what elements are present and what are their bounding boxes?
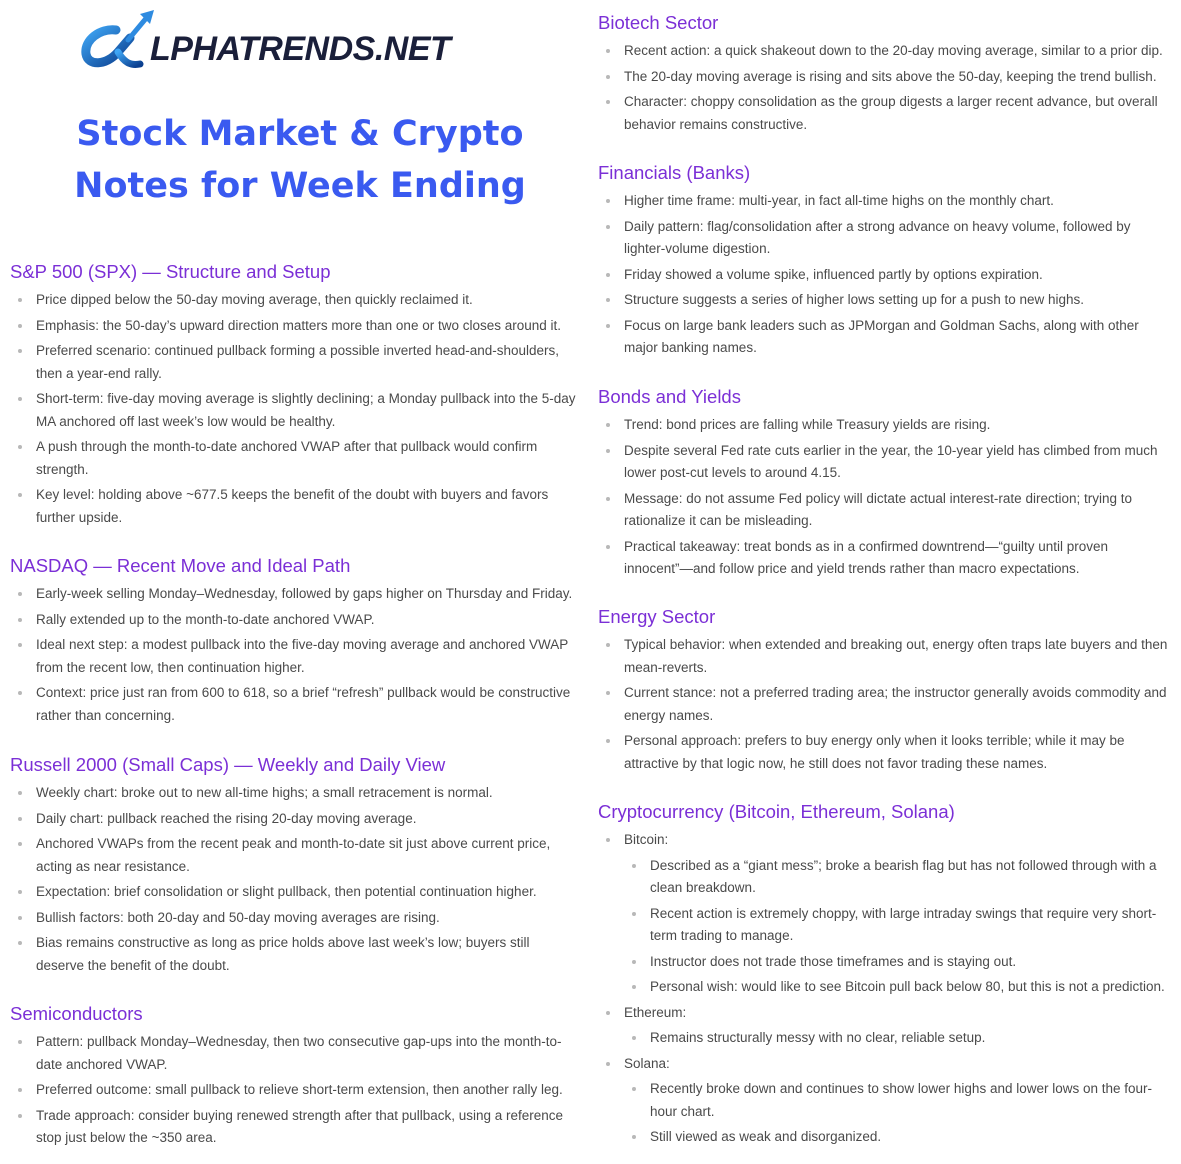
list-item: Emphasis: the 50-day’s upward direction matters more than one or two closes around it. [10, 315, 580, 338]
list-item: Personal approach: prefers to buy energy only when it looks terrible; while it may be attractive by that logic now, he still does not favor trading these names. [598, 730, 1168, 775]
logo-text: LPHATRENDS.NET [150, 30, 451, 68]
list-item: Early-week selling Monday–Wednesday, followed by gaps higher on Thursday and Friday. [10, 583, 580, 606]
list-item: Ideal next step: a modest pullback into the five-day moving average and anchored VWAP from the recent low, then continuation higher. [10, 634, 580, 679]
section-heading: Russell 2000 (Small Caps) — Weekly and Daily View [10, 754, 446, 775]
section-nasdaq [10, 553, 580, 730]
list-item: Message: do not assume Fed policy will dictate actual interest-rate direction; trying to rationalize it can be misleading. [598, 488, 1168, 533]
list-item: A push through the month-to-date anchored VWAP after that pullback would confirm strength. [10, 436, 580, 481]
sub-list-item: Recently broke down and continues to show lower highs and lower lows on the four-hour chart. [598, 1078, 1168, 1123]
list-item: Anchored VWAPs from the recent peak and month-to-date sit just above current price, acting as near resistance. [10, 833, 580, 878]
title-line-2: Notes for Week Ending [74, 166, 526, 206]
list-item: Focus on large bank leaders such as JPMorgan and Goldman Sachs, along with other major banking names. [598, 315, 1168, 360]
list-item: Character: choppy consolidation as the group digests a larger recent advance, but overall behavior remains constructive. [598, 91, 1168, 136]
section-heading: NASDAQ — Recent Move and Ideal Path [10, 555, 351, 576]
list-item: Context: price just ran from 600 to 618, so a brief “refresh” pullback would be constructive rather than concerning. [10, 682, 580, 727]
list-item: Structure suggests a series of higher lows setting up for a push to new highs. [598, 289, 1168, 312]
bullet-list [10, 782, 580, 977]
list-item: Weekly chart: broke out to new all-time highs; a small retracement is normal. [10, 782, 580, 805]
sub-list-item: Instructor does not trade those timeframes and is staying out. [598, 951, 1168, 974]
list-item: Bullish factors: both 20-day and 50-day moving averages are rising. [10, 907, 580, 930]
list-item: Expectation: brief consolidation or slight pullback, then potential continuation higher. [10, 881, 580, 904]
section-energy [598, 604, 1168, 778]
list-item: Current stance: not a preferred trading area; the instructor generally avoids commodity and energy names. [598, 682, 1168, 727]
section-heading: Cryptocurrency (Bitcoin, Ethereum, Solana) [598, 801, 955, 822]
section-sp500 [10, 259, 580, 532]
list-item: The 20-day moving average is rising and sits above the 50-day, keeping the trend bullish. [598, 66, 1168, 89]
section-heading: Financials (Banks) [598, 162, 751, 183]
section-bonds [598, 384, 1168, 584]
sub-list-item: Personal wish: would like to see Bitcoin pull back below 80, but this is not a prediction. [598, 976, 1168, 999]
sub-list-item: Described as a “giant mess”; broke a bearish flag but has not followed through with a clean breakdown. [598, 855, 1168, 900]
section-crypto [598, 799, 1168, 1152]
section-heading: Energy Sector [598, 606, 716, 627]
list-item: Rally extended up to the month-to-date anchored VWAP. [10, 609, 580, 632]
section-semiconductors [10, 1001, 580, 1153]
list-item: Solana: [598, 1053, 1168, 1076]
sub-list-item: Recent action is extremely choppy, with large intraday swings that require very short-term trading to manage. [598, 903, 1168, 948]
list-item: Preferred outcome: small pullback to relieve short-term extension, then another rally leg. [10, 1079, 580, 1102]
list-item: Bias remains constructive as long as price holds above last week’s low; buyers still deserve the benefit of the doubt. [10, 932, 580, 977]
list-item: Price dipped below the 50-day moving average, then quickly reclaimed it. [10, 289, 580, 312]
list-item: Pattern: pullback Monday–Wednesday, then two consecutive gap-ups into the month-to-date anchored VWAP. [10, 1031, 580, 1076]
section-heading: S&P 500 (SPX) — Structure and Setup [10, 261, 331, 282]
section-heading: Bonds and Yields [598, 386, 741, 407]
page-title [0, 108, 600, 212]
bullet-list [598, 40, 1168, 136]
bullet-list [10, 1031, 580, 1150]
bullet-list [10, 583, 580, 727]
list-item: Trade approach: consider buying renewed strength after that pullback, using a reference stop just below the ~350 area. [10, 1105, 580, 1150]
bullet-list [10, 289, 580, 529]
sub-list-item: Remains structurally messy with no clear, reliable setup. [598, 1027, 1168, 1050]
list-item: Short-term: five-day moving average is slightly declining; a Monday pullback into the 5-day MA anchored off last week’s low would be healthy. [10, 388, 580, 433]
list-item: Preferred scenario: continued pullback forming a possible inverted head-and-shoulders, then a year-end rally. [10, 340, 580, 385]
list-item: Higher time frame: multi-year, in fact all-time highs on the monthly chart. [598, 190, 1168, 213]
alphatrends-logo [78, 10, 528, 72]
list-item: Daily pattern: flag/consolidation after a strong advance on heavy volume, followed by lighter-volume digestion. [598, 216, 1168, 261]
list-item: Key level: holding above ~677.5 keeps the benefit of the doubt with buyers and favors further upside. [10, 484, 580, 529]
section-financials [598, 160, 1168, 363]
section-russell [10, 752, 580, 980]
bullet-list [598, 414, 1168, 581]
list-item: Bitcoin: [598, 829, 1168, 852]
section-heading: Biotech Sector [598, 12, 719, 33]
list-item: Ethereum: [598, 1002, 1168, 1025]
bullet-list [598, 829, 1168, 1149]
bullet-list [598, 190, 1168, 360]
list-item: Typical behavior: when extended and breaking out, energy often traps late buyers and then mean-reverts. [598, 634, 1168, 679]
list-item: Recent action: a quick shakeout down to the 20-day moving average, similar to a prior dip. [598, 40, 1168, 63]
sub-list-item: Still viewed as weak and disorganized. [598, 1126, 1168, 1149]
list-item: Trend: bond prices are falling while Treasury yields are rising. [598, 414, 1168, 437]
bullet-list [598, 634, 1168, 775]
list-item: Friday showed a volume spike, influenced partly by options expiration. [598, 264, 1168, 287]
list-item: Practical takeaway: treat bonds as in a confirmed downtrend—“guilty until proven innocent”—and follow price and yield trends rather than macro expectations. [598, 536, 1168, 581]
section-biotech [598, 10, 1168, 139]
title-line-1: Stock Market & Crypto [76, 114, 524, 154]
list-item: Despite several Fed rate cuts earlier in the year, the 10-year yield has climbed from much lower post-cut levels to around 4.15. [598, 440, 1168, 485]
section-heading: Semiconductors [10, 1003, 143, 1024]
list-item: Daily chart: pullback reached the rising 20-day moving average. [10, 808, 580, 831]
